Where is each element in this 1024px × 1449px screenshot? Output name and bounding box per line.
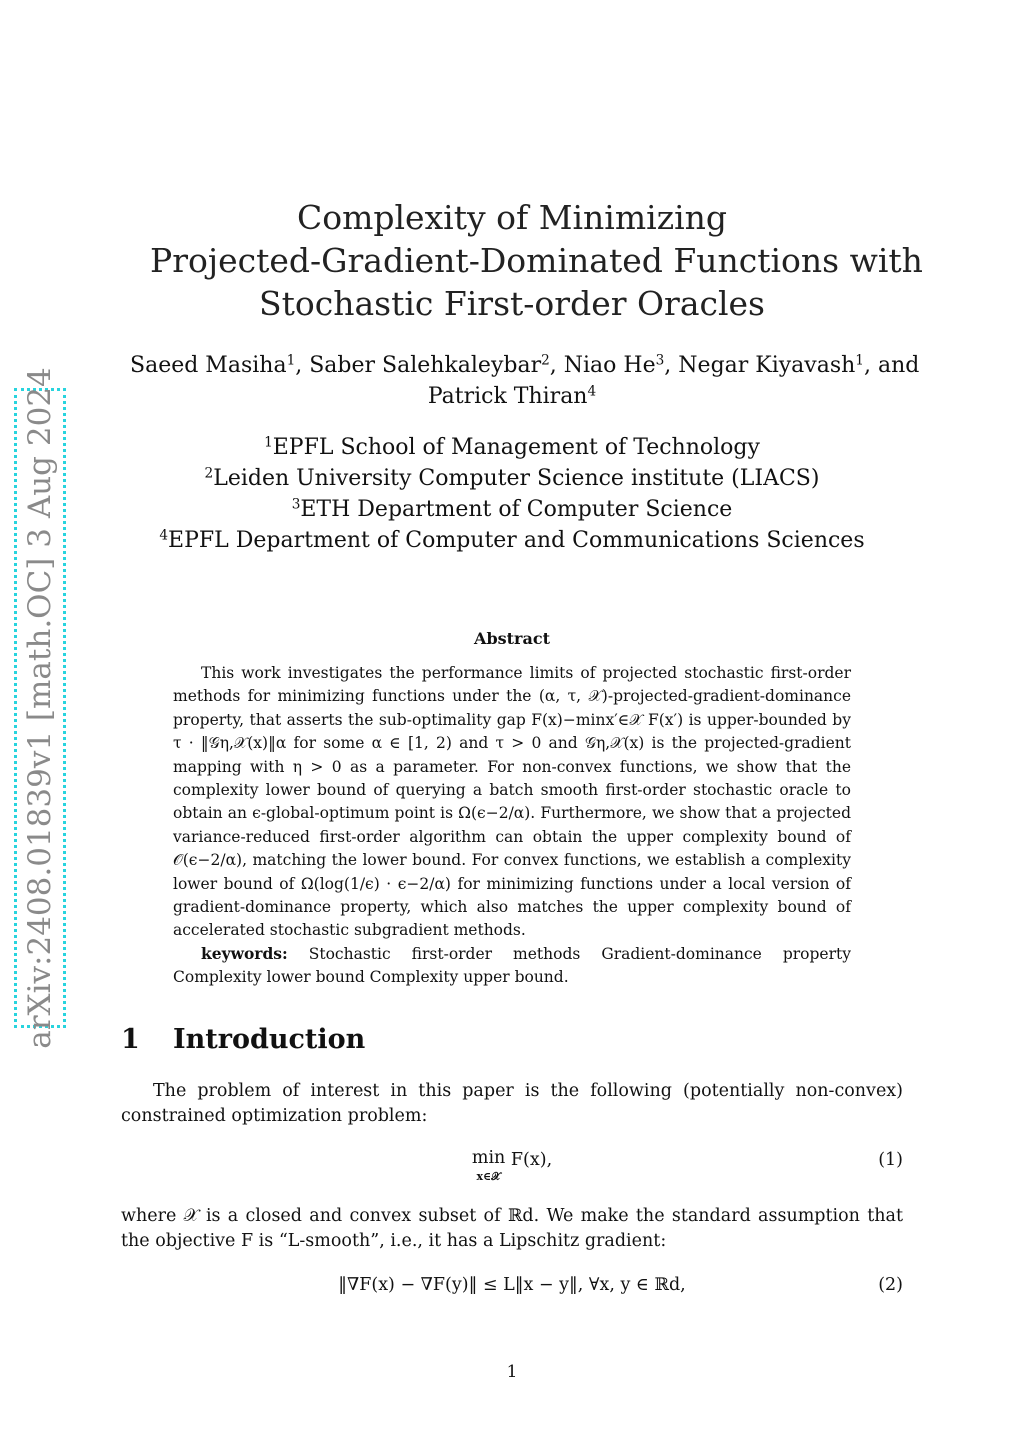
keywords-text: Stochastic first-order methods Gradient-dominance property Complexity lower bound Complexity upper bound. xyxy=(173,945,851,987)
author-name: Niao He xyxy=(563,353,656,378)
equation-body: F(x), xyxy=(510,1150,553,1170)
equation-1 xyxy=(121,1150,903,1190)
keywords-label: keywords: xyxy=(201,944,288,963)
author-name: Negar Kiyavash xyxy=(678,353,856,378)
arxiv-sidebar-stamp xyxy=(14,367,66,1049)
author-affiliation-mark: 4 xyxy=(587,383,597,400)
affiliation-list xyxy=(130,432,894,556)
arxiv-identifier: arXiv:2408.01839v1 [math.OC] 3 Aug 2024 xyxy=(22,367,58,1049)
author-affiliation-mark: 1 xyxy=(286,352,296,369)
title-line: Complexity of Minimizing xyxy=(296,198,728,237)
equation-number: (2) xyxy=(878,1275,903,1295)
abstract-heading: Abstract xyxy=(474,629,550,648)
intro-paragraph: The problem of interest in this paper is the following (potentially non-convex) constrained optimization problem: xyxy=(121,1081,903,1126)
affiliation: $^4$EPFL Department of Computer and Communications Sciences xyxy=(159,527,865,553)
affiliation: $^3$ETH Department of Computer Science xyxy=(291,496,733,522)
intro-paragraph: where 𝒳 is a closed and convex subset of ℝd. We make the standard assumption that the objective F is “L-smooth”, i.e., it has a Lipschitz gradient: xyxy=(121,1206,903,1251)
title-line: Stochastic First-order Oracles xyxy=(258,284,765,323)
author-name: Saeed Masiha xyxy=(130,353,287,378)
author-list: Saeed Masiha$^1$, Saber Salehkaleybar$^2$, Niao He$^3$, Negar Kiyavash$^1$, and Patrick Thiran$^4$ xyxy=(130,352,920,409)
min-operator: min xyxy=(471,1148,506,1168)
abstract-body: This work investigates the performance limits of projected stochastic first-order methods for minimizing functions under the (α, τ, 𝒳)-projected-gradient-dominance property, that asserts the sub-optimality gap F(x)−minx′∈𝒳 F(x′) is upper-bounded by τ · ‖𝒢η,𝒳(x)‖α for some α ∈ [1, 2) and τ > 0 and 𝒢η,𝒳(x) is the projected-gradient mapping with η > 0 as a parameter. For non-convex functions, we show that the complexity lower bound of querying a batch smooth first-order stochastic oracle to obtain an ϵ-global-optimum point is Ω(ϵ−2/α). Furthermore, we show that a projected variance-reduced first-order algorithm can obtain the upper complexity bound of 𝒪(ϵ−2/α), matching the lower bound. For convex functions, we establish a complexity lower bound of Ω(log(1/ϵ) · ϵ−2/α) for minimizing functions under a local version of gradient-dominance property, which also matches the upper complexity bound of accelerated stochastic subgradient methods. xyxy=(173,664,851,940)
section-number: 1 xyxy=(121,1024,140,1055)
author-name: Saber Salehkaleybar xyxy=(309,353,542,378)
affiliation: $^1$EPFL School of Management of Technology xyxy=(264,434,760,460)
equation-body: ‖∇F(x) − ∇F(y)‖ ≤ L‖x − y‖, ∀x, y ∈ ℝd, xyxy=(338,1275,686,1295)
keywords xyxy=(173,942,851,990)
title-line: Projected-Gradient-Dominated Functions with xyxy=(150,241,923,280)
min-subscript: x∈𝒳 xyxy=(476,1169,501,1183)
paper-title xyxy=(150,196,923,325)
section-title: Introduction xyxy=(173,1024,366,1055)
affiliation: $^2$Leiden University Computer Science institute (LIACS) xyxy=(204,465,820,491)
author-affiliation-mark: 2 xyxy=(541,352,550,369)
equation-2 xyxy=(121,1275,903,1301)
author-affiliation-mark: 1 xyxy=(855,352,864,369)
author-affiliation-mark: 3 xyxy=(655,352,665,369)
section-heading-introduction xyxy=(121,1024,365,1055)
equation-number: (1) xyxy=(878,1150,903,1170)
page-number: 1 xyxy=(506,1362,518,1382)
author-name: Patrick Thiran xyxy=(427,384,588,409)
